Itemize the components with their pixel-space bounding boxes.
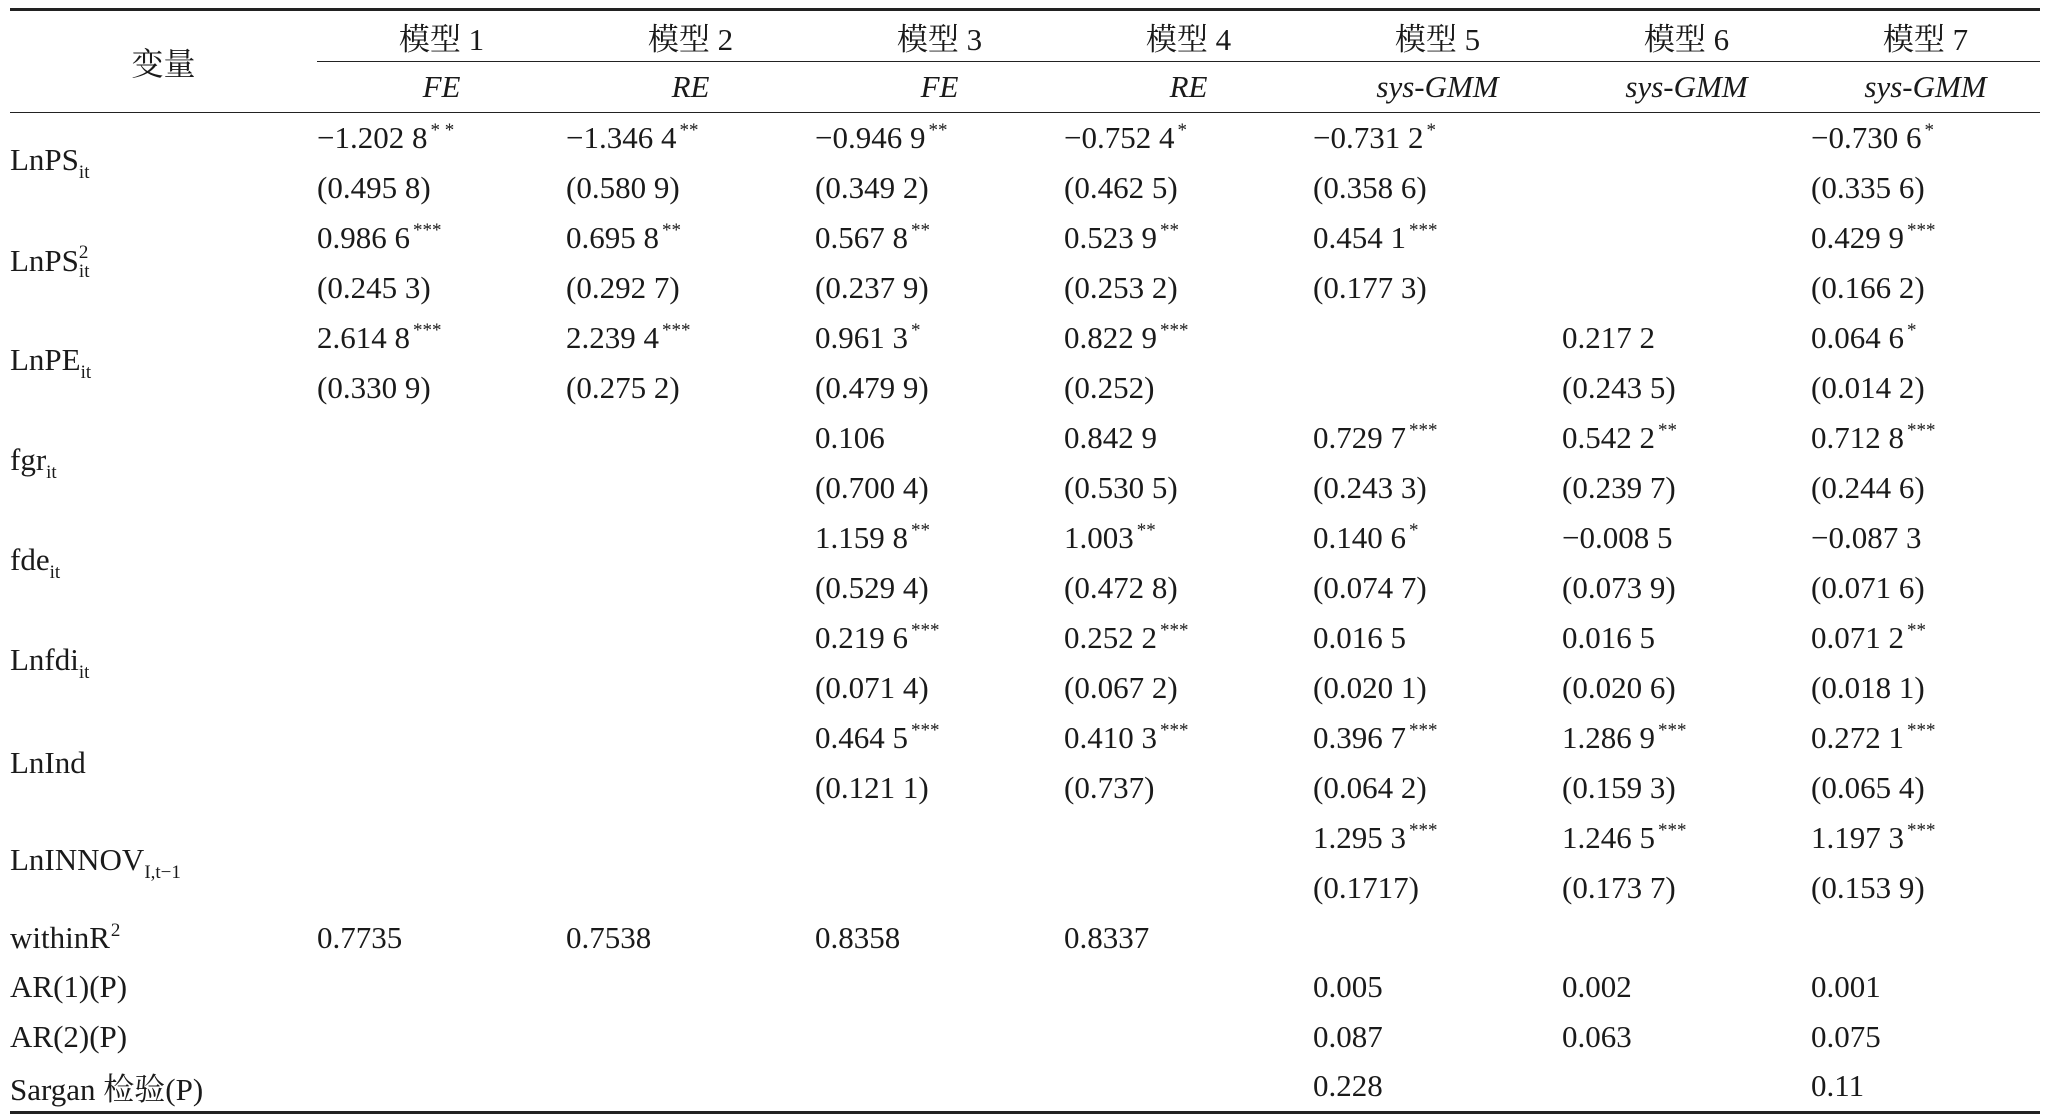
coefficient-value: 0.410 3 — [1064, 720, 1157, 755]
coefficient-cell — [1064, 513, 1313, 563]
model-header: 模型 6 — [1562, 10, 1811, 62]
variable-subscript: it — [78, 662, 90, 683]
stat-value — [815, 1012, 1064, 1062]
coefficient-value: 0.252 2 — [1064, 620, 1157, 655]
coefficient-cell — [1562, 713, 1811, 763]
coefficient-value: 0.464 5 — [815, 720, 908, 755]
standard-error-cell: (0.245 3) — [317, 270, 431, 305]
standard-error-cell: (0.580 9) — [566, 170, 680, 205]
coefficient-cell — [1811, 213, 2040, 263]
coefficient-value: 0.272 1 — [1811, 720, 1904, 755]
coefficient-cell — [566, 713, 815, 763]
stat-value: 0.7538 — [566, 919, 652, 955]
standard-error-cell: (0.472 8) — [1064, 570, 1178, 605]
significance-stars: ** — [1136, 520, 1156, 541]
coefficient-cell — [1811, 313, 2040, 363]
stat-value — [317, 963, 566, 1013]
stat-value — [1064, 963, 1313, 1013]
variable-subscript: it — [49, 562, 61, 583]
standard-error-cell: (0.358 6) — [1313, 170, 1427, 205]
method-header: sys-GMM — [1864, 69, 1987, 104]
stat-value: 0.075 — [1811, 1018, 1881, 1054]
coefficient-cell — [317, 513, 566, 563]
standard-error-cell: (0.159 3) — [1562, 770, 1676, 805]
coefficient-value: 0.842 9 — [1064, 420, 1157, 455]
standard-error-cell — [317, 863, 566, 913]
stat-value — [317, 1012, 566, 1062]
stat-value — [317, 1062, 566, 1113]
stat-value: 0.005 — [1313, 969, 1383, 1005]
coefficient-value: 0.064 6 — [1811, 320, 1904, 355]
coefficient-cell — [1313, 113, 1562, 164]
standard-error-cell: (0.529 4) — [815, 570, 929, 605]
stat-label — [10, 963, 317, 1013]
significance-stars: *** — [1409, 820, 1438, 841]
significance-stars: *** — [1907, 720, 1936, 741]
stat-value — [566, 1012, 815, 1062]
coefficient-value: 0.429 9 — [1811, 220, 1904, 255]
coefficient-value: 0.454 1 — [1313, 220, 1406, 255]
method-header: FE — [422, 69, 461, 104]
standard-error-cell — [566, 463, 815, 513]
variable-base: LnINNOV — [10, 842, 145, 877]
coefficient-value: 2.239 4 — [566, 320, 659, 355]
stats-row — [10, 963, 2040, 1013]
standard-error-cell: (0.479 9) — [815, 370, 929, 405]
standard-error-cell: (0.292 7) — [566, 270, 680, 305]
model-header: 模型 2 — [566, 10, 815, 62]
standard-error-cell: (0.177 3) — [1313, 270, 1427, 305]
standard-error-cell — [566, 663, 815, 713]
coefficient-cell — [566, 613, 815, 663]
variable-base: LnInd — [10, 745, 86, 780]
stat-value: 0.002 — [1562, 969, 1632, 1005]
coefficient-value: 0.219 6 — [815, 620, 908, 655]
variable-base: fde — [10, 542, 50, 577]
standard-error-cell: (0.064 2) — [1313, 770, 1427, 805]
coefficient-cell — [1064, 213, 1313, 263]
variable-name — [10, 313, 317, 413]
standard-error-cell — [566, 763, 815, 813]
standard-error-cell: (0.253 2) — [1064, 270, 1178, 305]
model-header: 模型 7 — [1811, 10, 2040, 62]
stat-label-text: withinR — [10, 919, 110, 955]
coefficient-value: 0.016 5 — [1313, 620, 1406, 655]
significance-stars: ** — [911, 520, 930, 541]
standard-error-cell: (0.018 1) — [1811, 670, 1925, 705]
standard-error-cell: (0.237 9) — [815, 270, 929, 305]
stat-value: 0.8337 — [1064, 919, 1150, 955]
coefficient-value: −1.346 4 — [566, 120, 677, 155]
standard-error-cell: (0.530 5) — [1064, 470, 1178, 505]
coefficient-value: 0.106 — [815, 420, 885, 455]
stat-value: 0.087 — [1313, 1018, 1383, 1054]
standard-error-cell: (0.173 7) — [1562, 870, 1676, 905]
stats-row — [10, 913, 2040, 963]
variable-header: 变量 — [131, 45, 196, 82]
standard-error-cell — [815, 863, 1064, 913]
coefficient-value: 0.542 2 — [1562, 420, 1655, 455]
significance-stars: *** — [1160, 320, 1189, 341]
significance-stars: *** — [413, 320, 442, 341]
coefficient-value: 0.217 2 — [1562, 320, 1655, 355]
significance-stars: *** — [1658, 720, 1687, 741]
method-header: RE — [671, 69, 710, 104]
stat-value — [1064, 1062, 1313, 1113]
significance-stars: *** — [1160, 620, 1189, 641]
stat-value — [815, 963, 1064, 1013]
stat-value: 0.7735 — [317, 919, 403, 955]
stat-value: 0.11 — [1811, 1068, 1865, 1104]
coefficient-value: 0.523 9 — [1064, 220, 1157, 255]
standard-error-cell: (0.074 7) — [1313, 570, 1427, 605]
coefficient-value: −0.731 2 — [1313, 120, 1424, 155]
stat-label-text: Sargan 检验(P) — [10, 1071, 204, 1107]
coefficient-value: −0.008 5 — [1562, 520, 1673, 555]
coefficient-value: 1.286 9 — [1562, 720, 1655, 755]
coefficient-cell — [317, 313, 566, 363]
coefficient-cell — [1811, 413, 2040, 463]
coefficient-cell — [1562, 313, 1811, 363]
significance-stars: *** — [1409, 220, 1438, 241]
coefficient-cell — [815, 413, 1064, 463]
variable-base: LnPS — [10, 243, 79, 279]
coefficient-value: 0.140 6 — [1313, 520, 1406, 555]
regression-results-table — [10, 8, 2040, 1114]
standard-error-cell — [1064, 863, 1313, 913]
standard-error-cell: (0.244 6) — [1811, 470, 1925, 505]
standard-error-cell: (0.020 6) — [1562, 670, 1676, 705]
stat-value: 0.228 — [1313, 1068, 1383, 1104]
table-row — [10, 813, 2040, 863]
standard-error-cell: (0.071 6) — [1811, 570, 1925, 605]
table-row — [10, 613, 2040, 663]
standard-error-cell: (0.243 5) — [1562, 370, 1676, 405]
standard-error-cell: (0.020 1) — [1313, 670, 1427, 705]
standard-error-cell — [317, 763, 566, 813]
coefficient-value: −0.730 6 — [1811, 120, 1922, 155]
coefficient-value: 1.197 3 — [1811, 820, 1904, 855]
model-header: 模型 3 — [815, 10, 1064, 62]
variable-name — [10, 813, 317, 913]
coefficient-value: −0.752 4 — [1064, 120, 1175, 155]
stat-value: 0.001 — [1811, 969, 1881, 1005]
coefficient-cell — [1064, 613, 1313, 663]
coefficient-value: 0.729 7 — [1313, 420, 1406, 455]
coefficient-cell — [1313, 713, 1562, 763]
significance-stars: *** — [1409, 420, 1438, 441]
standard-error-cell: (0.065 4) — [1811, 770, 1925, 805]
header-row-models — [10, 10, 2040, 62]
standard-error-cell: (0.700 4) — [815, 470, 929, 505]
standard-error-cell: (0.014 2) — [1811, 370, 1925, 405]
standard-error-cell: (0.243 3) — [1313, 470, 1427, 505]
stat-label-superscript: 2 — [110, 919, 121, 941]
coefficient-value: 2.614 8 — [317, 320, 410, 355]
stat-value — [1064, 1012, 1313, 1062]
significance-stars: * — [1426, 120, 1436, 141]
stat-value — [566, 1062, 815, 1113]
table-row — [10, 313, 2040, 363]
table-body — [10, 113, 2040, 1113]
method-header: sys-GMM — [1625, 69, 1748, 104]
variable-subscript: I,t−1 — [144, 862, 181, 883]
coefficient-cell — [1313, 813, 1562, 863]
significance-stars: ** — [1658, 420, 1677, 441]
coefficient-value: 1.246 5 — [1562, 820, 1655, 855]
coefficient-cell — [317, 813, 566, 863]
coefficient-cell — [815, 613, 1064, 663]
significance-stars: ** — [1907, 620, 1926, 641]
coefficient-value: 0.712 8 — [1811, 420, 1904, 455]
significance-stars: *** — [1658, 820, 1687, 841]
coefficient-cell — [1811, 813, 2040, 863]
standard-error-cell — [317, 563, 566, 613]
significance-stars: ** — [911, 220, 930, 241]
stat-value — [1562, 1062, 1811, 1113]
coefficient-cell — [1562, 513, 1811, 563]
significance-stars: *** — [662, 320, 691, 341]
variable-subscript: it — [78, 260, 90, 282]
standard-error-cell — [566, 863, 815, 913]
significance-stars: * — [1409, 520, 1419, 541]
coefficient-cell — [317, 113, 566, 164]
standard-error-cell: (0.153 9) — [1811, 870, 1925, 905]
significance-stars: ** — [662, 220, 681, 241]
variable-base: Lnfdi — [10, 642, 79, 677]
standard-error-cell: (0.737) — [1064, 770, 1155, 805]
coefficient-cell — [317, 213, 566, 263]
coefficient-cell — [1562, 113, 1811, 164]
variable-subsup — [79, 243, 90, 281]
standard-error-cell: (0.349 2) — [815, 170, 929, 205]
method-header: sys-GMM — [1376, 69, 1499, 104]
coefficient-value: 0.567 8 — [815, 220, 908, 255]
table-row — [10, 713, 2040, 763]
standard-error-cell — [1562, 263, 1811, 313]
stat-label-text: AR(2)(P) — [10, 1018, 128, 1054]
stat-value — [566, 963, 815, 1013]
coefficient-value: 0.016 5 — [1562, 620, 1655, 655]
variable-subscript: it — [80, 362, 92, 383]
stat-value: 0.063 — [1562, 1018, 1632, 1054]
coefficient-cell — [1811, 613, 2040, 663]
stat-label — [10, 913, 317, 963]
coefficient-value: 1.159 8 — [815, 520, 908, 555]
stat-value — [1811, 913, 2040, 963]
standard-error-cell — [1313, 363, 1562, 413]
standard-error-cell: (0.462 5) — [1064, 170, 1178, 205]
standard-error-cell — [1562, 163, 1811, 213]
coefficient-value: 0.986 6 — [317, 220, 410, 255]
coefficient-cell — [815, 713, 1064, 763]
model-header: 模型 5 — [1313, 10, 1562, 62]
standard-error-cell: (0.067 2) — [1064, 670, 1178, 705]
stat-label — [10, 1012, 317, 1062]
coefficient-cell — [566, 313, 815, 363]
coefficient-value: 1.295 3 — [1313, 820, 1406, 855]
coefficient-cell — [815, 513, 1064, 563]
coefficient-cell — [317, 413, 566, 463]
stat-value — [1313, 913, 1562, 963]
significance-stars: ** — [1160, 220, 1179, 241]
standard-error-cell: (0.073 9) — [1562, 570, 1676, 605]
variable-name — [10, 413, 317, 513]
significance-stars: ** — [679, 120, 699, 141]
significance-stars: *** — [911, 720, 940, 741]
standard-error-cell: (0.121 1) — [815, 770, 929, 805]
coefficient-cell — [1064, 713, 1313, 763]
standard-error-cell: (0.252) — [1064, 370, 1155, 405]
coefficient-cell — [1313, 213, 1562, 263]
standard-error-cell: (0.239 7) — [1562, 470, 1676, 505]
coefficient-cell — [1562, 413, 1811, 463]
model-header: 模型 1 — [317, 10, 566, 62]
model-header: 模型 4 — [1064, 10, 1313, 62]
coefficient-cell — [815, 213, 1064, 263]
coefficient-cell — [1313, 413, 1562, 463]
standard-error-cell — [317, 463, 566, 513]
coefficient-value: −0.946 9 — [815, 120, 926, 155]
stat-value — [1562, 913, 1811, 963]
significance-stars: ** — [928, 120, 948, 141]
stat-label-text: AR(1)(P) — [10, 969, 128, 1005]
coefficient-value: 1.003 — [1064, 520, 1134, 555]
significance-stars: * — [911, 320, 921, 341]
coefficient-value: 0.961 3 — [815, 320, 908, 355]
variable-base: fgr — [10, 442, 47, 477]
standard-error-cell: (0.1717) — [1313, 870, 1419, 905]
coefficient-cell — [1064, 813, 1313, 863]
stat-value — [815, 1062, 1064, 1113]
significance-stars: * — [1177, 120, 1187, 141]
variable-superscript: 2 — [78, 241, 89, 263]
standard-error-cell: (0.330 9) — [317, 370, 431, 405]
coefficient-cell — [317, 713, 566, 763]
coefficient-value: 0.695 8 — [566, 220, 659, 255]
significance-stars: *** — [1907, 220, 1936, 241]
coefficient-cell — [815, 113, 1064, 164]
variable-name — [10, 113, 317, 214]
coefficient-cell — [1313, 313, 1562, 363]
coefficient-cell — [1811, 713, 2040, 763]
coefficient-value: −0.087 3 — [1811, 520, 1922, 555]
variable-name — [10, 513, 317, 613]
standard-error-cell: (0.495 8) — [317, 170, 431, 205]
standard-error-cell: (0.335 6) — [1811, 170, 1925, 205]
standard-error-cell — [317, 663, 566, 713]
variable-name — [10, 613, 317, 713]
stat-label — [10, 1062, 317, 1113]
table-row — [10, 113, 2040, 164]
coefficient-cell — [1064, 313, 1313, 363]
table-row — [10, 413, 2040, 463]
significance-stars: *** — [1907, 420, 1936, 441]
coefficient-value: −1.202 8 — [317, 120, 428, 155]
standard-error-cell — [566, 563, 815, 613]
significance-stars: * — [1907, 320, 1917, 341]
significance-stars: * — [1924, 120, 1934, 141]
coefficient-cell — [1811, 513, 2040, 563]
coefficient-value: 0.071 2 — [1811, 620, 1904, 655]
method-header: RE — [1169, 69, 1208, 104]
variable-name — [10, 213, 317, 313]
significance-stars: *** — [1907, 820, 1936, 841]
coefficient-cell — [1064, 113, 1313, 164]
coefficient-cell — [566, 213, 815, 263]
significance-stars: *** — [1409, 720, 1438, 741]
coefficient-cell — [1064, 413, 1313, 463]
coefficient-cell — [566, 513, 815, 563]
coefficient-cell — [566, 113, 815, 164]
stat-value: 0.8358 — [815, 919, 901, 955]
significance-stars: *** — [413, 220, 442, 241]
coefficient-cell — [815, 313, 1064, 363]
standard-error-cell: (0.275 2) — [566, 370, 680, 405]
method-header: FE — [920, 69, 959, 104]
coefficient-cell — [1313, 613, 1562, 663]
standard-error-cell: (0.071 4) — [815, 670, 929, 705]
variable-base: LnPS — [10, 142, 79, 177]
variable-base: LnPE — [10, 342, 81, 377]
coefficient-cell — [815, 813, 1064, 863]
significance-stars: *** — [1160, 720, 1189, 741]
stats-row — [10, 1012, 2040, 1062]
significance-stars: * * — [430, 120, 455, 141]
coefficient-cell — [1562, 613, 1811, 663]
variable-name — [10, 713, 317, 813]
coefficient-cell — [1562, 213, 1811, 263]
coefficient-value: 0.822 9 — [1064, 320, 1157, 355]
variable-subscript: it — [46, 462, 57, 483]
coefficient-cell — [566, 413, 815, 463]
coefficient-value: 0.396 7 — [1313, 720, 1406, 755]
coefficient-cell — [566, 813, 815, 863]
standard-error-cell: (0.166 2) — [1811, 270, 1925, 305]
table-row — [10, 213, 2040, 263]
significance-stars: *** — [911, 620, 940, 641]
coefficient-cell — [317, 613, 566, 663]
variable-subscript: it — [78, 162, 90, 183]
stats-row — [10, 1062, 2040, 1113]
coefficient-cell — [1313, 513, 1562, 563]
coefficient-cell — [1811, 113, 2040, 164]
table-row — [10, 513, 2040, 563]
coefficient-cell — [1562, 813, 1811, 863]
